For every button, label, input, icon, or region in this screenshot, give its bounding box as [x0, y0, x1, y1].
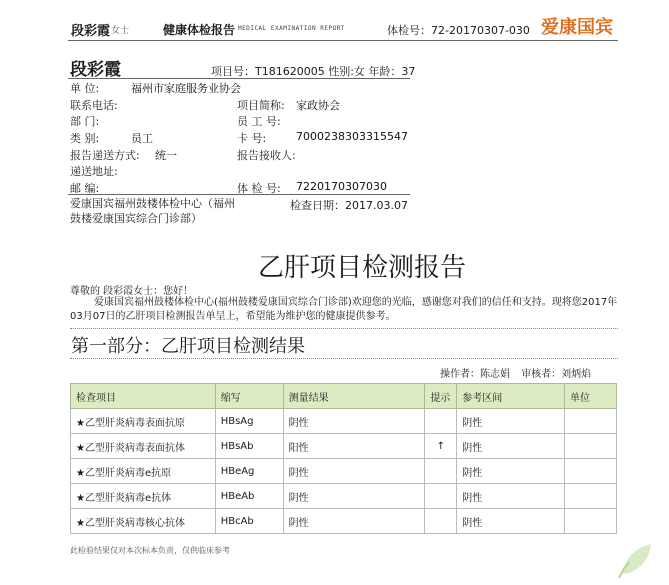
- patient-divider: [68, 78, 410, 79]
- cell-hint: [425, 409, 457, 434]
- field-label-dept: 部 门:: [70, 115, 100, 128]
- cell-abbr: HBeAg: [215, 459, 283, 484]
- col-header-ref: 参考区间: [457, 384, 565, 409]
- report-title: 乙肝项目检测报告: [258, 253, 467, 283]
- header-report-number: 体检号：72-20170307-030: [387, 24, 530, 37]
- col-header-result: 测量结果: [283, 384, 425, 409]
- cell-hint: [425, 484, 457, 509]
- cell-item: ★乙型肝炎病毒e抗原: [71, 459, 216, 484]
- field-label-card: 卡 号:: [237, 132, 267, 145]
- greeting: 尊敬的 段彩霞女士：您好！: [70, 286, 194, 297]
- cell-unit: [565, 434, 617, 459]
- field-value-project: 家政协会: [296, 99, 340, 112]
- patient-meta: 项目号：T181620005 性别:女 年龄：37: [211, 65, 416, 78]
- patient-name: 段彩霞: [70, 60, 121, 80]
- cell-item: ★乙型肝炎病毒表面抗原: [71, 409, 216, 434]
- cell-unit: [565, 409, 617, 434]
- field-label-address: 递送地址:: [70, 165, 118, 178]
- table-row: [71, 484, 617, 509]
- cell-item: ★乙型肝炎病毒表面抗体: [71, 434, 216, 459]
- intro-paragraph: 爱康国宾福州鼓楼体检中心(福州鼓楼爱康国宾综合门诊部)欢迎您的光临，感谢您对我们的信任和支持。现将您2017年03月07日的乙肝项目检测报告单呈上，希望能为维护您的健康提供参考。: [70, 297, 618, 322]
- leaf-logo-icon: [615, 540, 655, 580]
- exam-center-name: 爱康国宾福州鼓楼体检中心（福州鼓楼爱康国宾综合门诊部）: [70, 197, 235, 225]
- field-label-employee-id: 员 工 号:: [237, 115, 281, 128]
- patient-bottom-divider: [68, 194, 410, 195]
- table-header-row: [71, 384, 617, 409]
- check-date: 检查日期：2017.03.07: [290, 199, 408, 212]
- cell-hint: [425, 459, 457, 484]
- cell-result: 阴性: [283, 509, 425, 534]
- field-label-delivery: 报告递送方式:: [70, 149, 140, 162]
- field-label-category: 类 别:: [70, 132, 100, 145]
- header-divider: [68, 40, 618, 41]
- cell-result: 阴性: [283, 484, 425, 509]
- col-header-item: 检查项目: [71, 384, 216, 409]
- section-divider-bottom: [70, 358, 618, 359]
- operator-line: [440, 365, 591, 380]
- cell-abbr: HBcAb: [215, 509, 283, 534]
- cell-ref: 阴性: [457, 484, 565, 509]
- header-patient-name: 段彩霞: [71, 24, 111, 39]
- col-header-hint: 提示: [425, 384, 457, 409]
- field-label-project: 项目简称:: [237, 99, 285, 112]
- cell-abbr: HBsAg: [215, 409, 283, 434]
- field-label-receiver: 报告接收人:: [237, 149, 296, 162]
- cell-result: 阳性: [283, 434, 425, 459]
- header-report-title: 健康体检报告: [163, 23, 236, 37]
- cell-item: ★乙型肝炎病毒e抗体: [71, 484, 216, 509]
- field-value-category: 员工: [131, 132, 153, 145]
- field-value-card: 7000238303315547: [296, 130, 408, 143]
- cell-unit: [565, 509, 617, 534]
- cell-unit: [565, 459, 617, 484]
- cell-item: ★乙型肝炎病毒核心抗体: [71, 509, 216, 534]
- field-label-unit: 单 位:: [70, 82, 100, 95]
- field-label-exam-no: 体 检 号:: [237, 182, 281, 195]
- brand-logo: 爱康国宾: [541, 17, 613, 38]
- table-row: [71, 409, 617, 434]
- cell-result: 阴性: [283, 459, 425, 484]
- reviewer: 审核者：刘炳焰: [521, 369, 592, 380]
- field-value-exam-no: 7220170307030: [296, 180, 387, 193]
- col-header-abbr: 缩写: [215, 384, 283, 409]
- section-divider-top: [70, 328, 618, 329]
- field-label-postcode: 邮 编:: [70, 182, 100, 195]
- cell-hint: [425, 509, 457, 534]
- cell-ref: 阴性: [457, 509, 565, 534]
- col-header-unit: 单位: [565, 384, 617, 409]
- table-row: [71, 434, 617, 459]
- cell-abbr: HBsAb: [215, 434, 283, 459]
- cell-abbr: HBeAb: [215, 484, 283, 509]
- field-value-delivery: 统一: [155, 149, 177, 162]
- section-title: 第一部分：乙肝项目检测结果: [71, 336, 305, 357]
- cell-ref: 阴性: [457, 459, 565, 484]
- cell-result: 阴性: [283, 409, 425, 434]
- field-label-phone: 联系电话:: [70, 99, 118, 112]
- operator: 操作者：陈志娟: [440, 369, 510, 380]
- field-value-unit: 福州市家庭服务业协会: [131, 82, 241, 95]
- cell-ref: 阴性: [457, 409, 565, 434]
- cell-ref: 阴性: [457, 434, 565, 459]
- cell-hint: ↑: [425, 434, 457, 459]
- header-report-title-en: MEDICAL EXAMINATION REPORT: [238, 25, 345, 32]
- table-row: [71, 509, 617, 534]
- table-row: [71, 459, 617, 484]
- footer-note: 此检验结果仅对本次标本负责，仅供临床参考: [70, 546, 230, 555]
- cell-unit: [565, 484, 617, 509]
- results-table: [70, 383, 617, 534]
- header-salutation: 女士: [111, 26, 130, 36]
